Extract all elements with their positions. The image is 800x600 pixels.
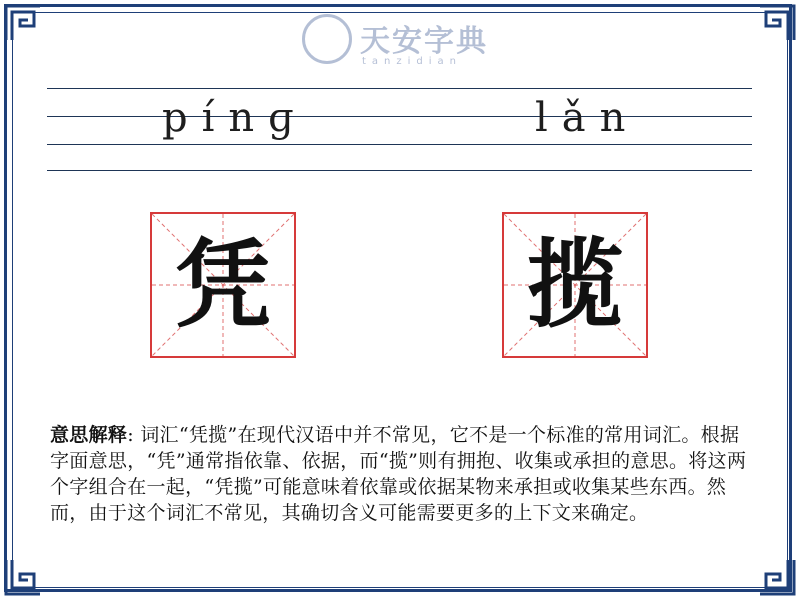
corner-ornament-icon [4, 4, 42, 42]
site-logo [302, 14, 502, 70]
pinyin-syllable-1: pínɡ [162, 95, 308, 141]
corner-ornament-icon [4, 558, 42, 596]
meaning-text: : 词汇“凭揽”在现代汉语中并不常见，它不是一个标准的常用词汇。根据字面意思，“凭”通常指依靠、依据，而“揽”则有拥抱、收集或承担的意思。将这两个字组合在一起，“凭揽”可能意味着依靠或依据某物来承担或收集某些东西。然而，由于这个词汇不常见，其确切含义可能需要更多的上下文来确定。 [50, 424, 747, 524]
logo-subtitle: tanzidian [362, 56, 463, 67]
character-2: 揽 [527, 228, 623, 341]
pinyin-syllable-2: lǎn [535, 95, 640, 141]
character-grid-2 [502, 212, 648, 358]
logo-seal-icon [302, 14, 352, 64]
pinyin-ruled-lines [47, 88, 752, 172]
character-1: 凭 [175, 228, 271, 341]
character-grid-1 [150, 212, 296, 358]
corner-ornament-icon [758, 558, 796, 596]
corner-ornament-icon [758, 4, 796, 42]
meaning-paragraph [50, 422, 756, 526]
meaning-label: 意思解释 [50, 424, 128, 446]
logo-title: 天安字典 [360, 24, 488, 59]
